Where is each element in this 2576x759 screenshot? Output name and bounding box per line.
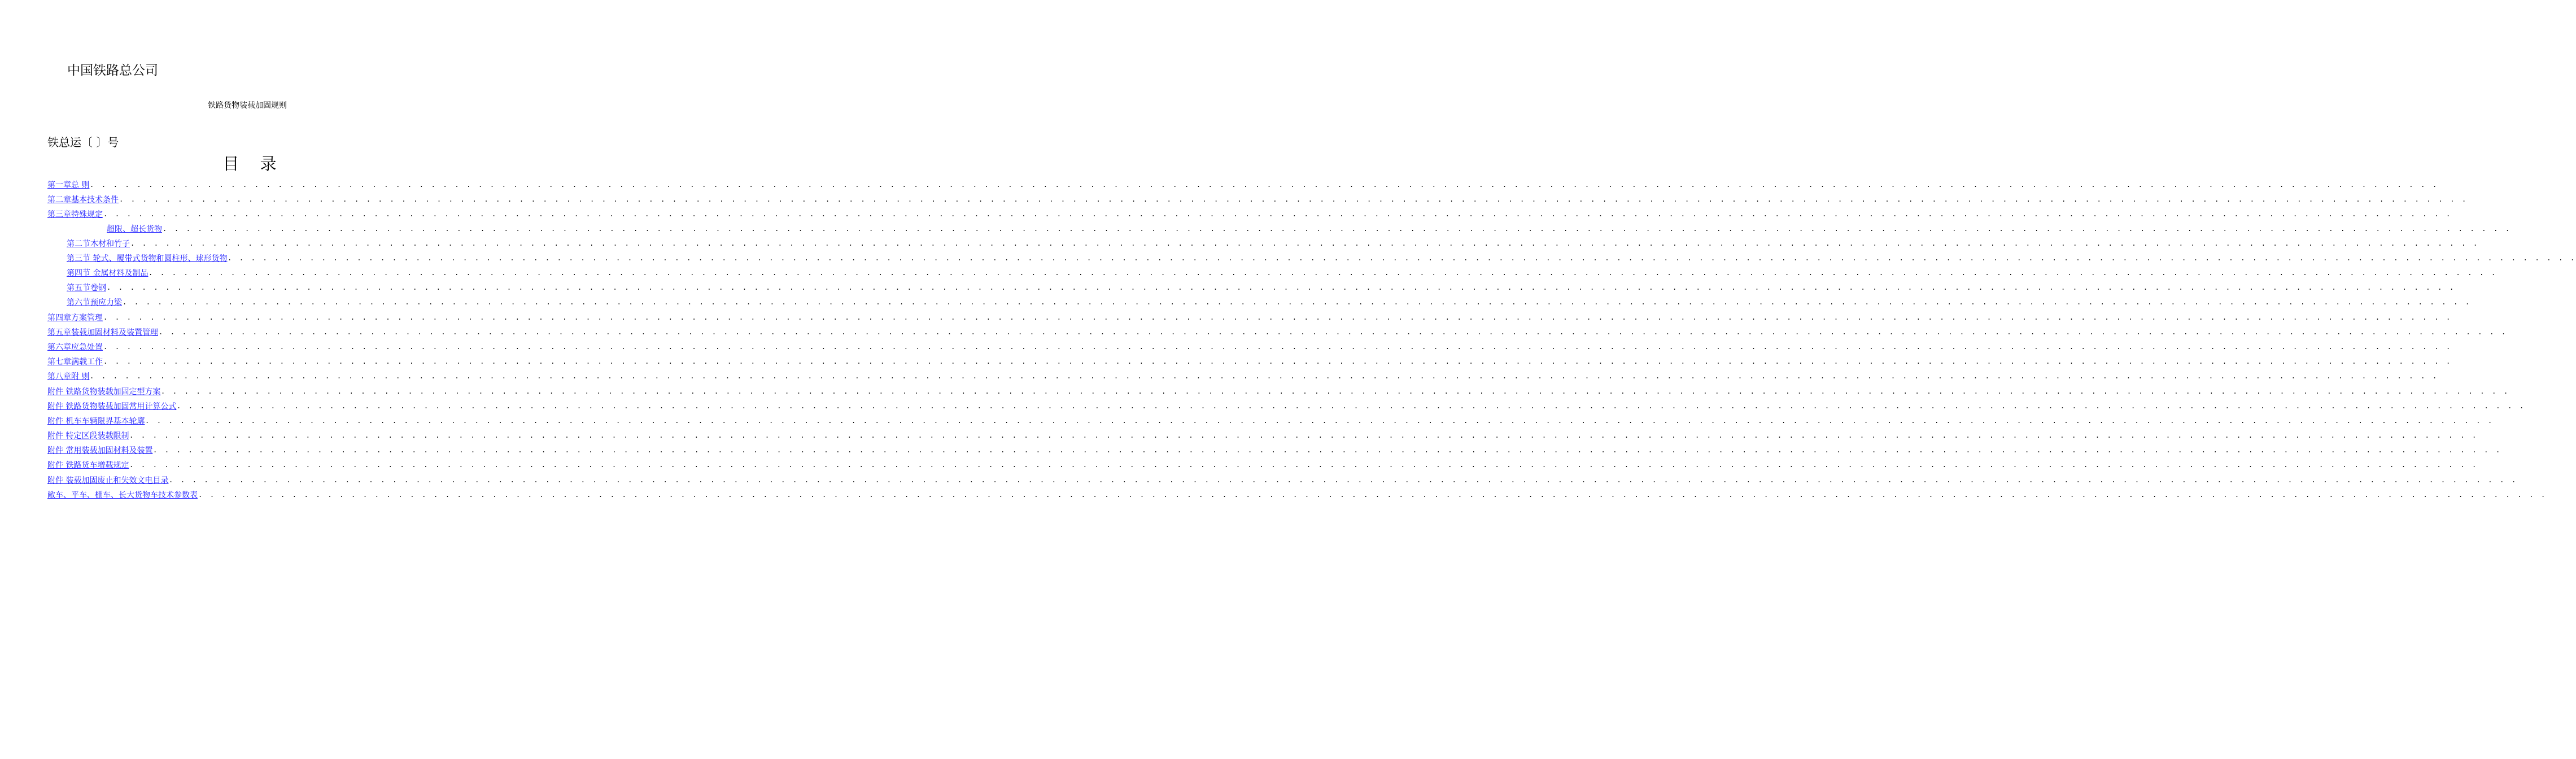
- doc-number: 铁总运〔 〕号: [47, 136, 119, 149]
- toc-dot-leader: . . . . . . . . . . . . . . . . . . . . . . . . . . . . . . . . . . . . . . . . . . . . . . . . . . . . . . . . . . . . . . . . . . . . . . . . . . . . . . . . . . . . . . . . . . . . . . . . . . . . . . . . . . . . . . . . . . . . . . . . . . . . . . . . . . . . . . . . . . . . . . . . . . . . . . . . . . . . . . . . . . . . . . . . . . . . . . . . . . . . . . . . . . . . . . . . . . . . . . . .: [161, 387, 2510, 395]
- toc-entry-link[interactable]: 第一章总 则: [47, 181, 90, 190]
- toc-entry: [0, 356, 2452, 368]
- toc-entry: [0, 282, 2456, 294]
- toc-dot-leader: . . . . . . . . . . . . . . . . . . . . . . . . . . . . . . . . . . . . . . . . . . . . . . . . . . . . . . . . . . . . . . . . . . . . . . . . . . . . . . . . . . . . . . . . . . . . . . . . . . . . . . . . . . . . . . . . . . . . . . . . . . . . . . . . . . . . . . . . . . . . . . . . . . . . . . . . . . . . . . . . . . . . . . . . . . . . . . . . . . . . . . . . . . . . . . . . . . . . . . . .: [169, 476, 2518, 484]
- toc-entry-link[interactable]: 附件 特定区段装载限制: [47, 431, 129, 440]
- toc-entry-link[interactable]: 敞车、平车、棚车、长大货物车技术参数表: [47, 491, 198, 500]
- toc-entry: [0, 430, 2478, 442]
- toc-entry-link[interactable]: 附件 铁路货物装载加固常用计算公式: [47, 402, 177, 411]
- toc-dot-leader: . . . . . . . . . . . . . . . . . . . . . . . . . . . . . . . . . . . . . . . . . . . . . . . . . . . . . . . . . . . . . . . . . . . . . . . . . . . . . . . . . . . . . . . . . . . . . . . . . . . . . . . . . . . . . . . . . . . . . . . . . . . . . . . . . . . . . . . . . . . . . . . . . . . . . . . . . . . . . . . . . . . . . . . . . . . . . . . . . . . . . . . . . . . . . . . . . . . . . . . .: [103, 343, 2452, 351]
- toc-entry: [0, 238, 2479, 250]
- toc-entry-link[interactable]: 第七章满载工作: [47, 357, 103, 367]
- toc-dot-leader: . . . . . . . . . . . . . . . . . . . . . . . . . . . . . . . . . . . . . . . . . . . . . . . . . . . . . . . . . . . . . . . . . . . . . . . . . . . . . . . . . . . . . . . . . . . . . . . . . . . . . . . . . . . . . . . . . . . . . . . . . . . . . . . . . . . . . . . . . . . . . . . . . . . . . . . . . . . . . . . . . . . . . . . . . . . . . . . . . . . . . . . . . . . . . . . . . . . . . . . .: [103, 357, 2452, 365]
- toc-entry: [0, 179, 2439, 191]
- toc-dot-leader: . . . . . . . . . . . . . . . . . . . . . . . . . . . . . . . . . . . . . . . . . . . . . . . . . . . . . . . . . . . . . . . . . . . . . . . . . . . . . . . . . . . . . . . . . . . . . . . . . . . . . . . . . . . . . . . . . . . . . . . . . . . . . . . . . . . . . . . . . . . . . . . . . . . . . . . . . . . . . . . . . . . . . . . . . . . . . . . . . . . . . . . . . . . . . . . . . . . . . . . .: [228, 254, 2576, 262]
- toc-dot-leader: . . . . . . . . . . . . . . . . . . . . . . . . . . . . . . . . . . . . . . . . . . . . . . . . . . . . . . . . . . . . . . . . . . . . . . . . . . . . . . . . . . . . . . . . . . . . . . . . . . . . . . . . . . . . . . . . . . . . . . . . . . . . . . . . . . . . . . . . . . . . . . . . . . . . . . . . . . . . . . . . . . . . . . . . . . . . . . . . . . . . . . . . . . . . . . . . . . . . . . . .: [103, 313, 2452, 321]
- toc-dot-leader: . . . . . . . . . . . . . . . . . . . . . . . . . . . . . . . . . . . . . . . . . . . . . . . . . . . . . . . . . . . . . . . . . . . . . . . . . . . . . . . . . . . . . . . . . . . . . . . . . . . . . . . . . . . . . . . . . . . . . . . . . . . . . . . . . . . . . . . . . . . . . . . . . . . . . . . . . . . . . . . . . . . . . . . . . . . . . . . . . . . . . . . . . . . . . . . . . . . . . . . .: [198, 491, 2547, 499]
- toc-entry: [0, 296, 2472, 309]
- toc-entry-link[interactable]: 第六章应急处置: [47, 343, 103, 352]
- toc-entry-link[interactable]: 第二章基本技术条件: [47, 195, 119, 204]
- toc-dot-leader: . . . . . . . . . . . . . . . . . . . . . . . . . . . . . . . . . . . . . . . . . . . . . . . . . . . . . . . . . . . . . . . . . . . . . . . . . . . . . . . . . . . . . . . . . . . . . . . . . . . . . . . . . . . . . . . . . . . . . . . . . . . . . . . . . . . . . . . . . . . . . . . . . . . . . . . . . . . . . . . . . . . . . . . . . . . . . . . . . . . . . . . . . . . . . . . . . . . . . . . .: [123, 298, 2472, 306]
- org-name: 中国铁路总公司: [67, 63, 158, 78]
- toc-entry: [0, 312, 2452, 324]
- toc-entry: [0, 459, 2478, 472]
- toc-dot-leader: . . . . . . . . . . . . . . . . . . . . . . . . . . . . . . . . . . . . . . . . . . . . . . . . . . . . . . . . . . . . . . . . . . . . . . . . . . . . . . . . . . . . . . . . . . . . . . . . . . . . . . . . . . . . . . . . . . . . . . . . . . . . . . . . . . . . . . . . . . . . . . . . . . . . . . . . . . . . . . . . . . . . . . . . . . . . . . . . . . . . . . . . . . . . . . . . . . . . . . . .: [153, 446, 2502, 454]
- toc-entry-link[interactable]: 第五章装载加固材料及装置管理: [47, 328, 158, 337]
- toc-entry: [0, 474, 2518, 487]
- toc-dot-leader: . . . . . . . . . . . . . . . . . . . . . . . . . . . . . . . . . . . . . . . . . . . . . . . . . . . . . . . . . . . . . . . . . . . . . . . . . . . . . . . . . . . . . . . . . . . . . . . . . . . . . . . . . . . . . . . . . . . . . . . . . . . . . . . . . . . . . . . . . . . . . . . . . . . . . . . . . . . . . . . . . . . . . . . . . . . . . . . . . . . . . . . . . . . . . . . . . . . . . . . .: [129, 461, 2478, 469]
- toc-dot-leader: . . . . . . . . . . . . . . . . . . . . . . . . . . . . . . . . . . . . . . . . . . . . . . . . . . . . . . . . . . . . . . . . . . . . . . . . . . . . . . . . . . . . . . . . . . . . . . . . . . . . . . . . . . . . . . . . . . . . . . . . . . . . . . . . . . . . . . . . . . . . . . . . . . . . . . . . . . . . . . . . . . . . . . . . . . . . . . . . . . . . . . . . . . . . . . . . . . . . . . . .: [119, 195, 2468, 203]
- toc-entry: [0, 444, 2502, 457]
- toc-entry-link[interactable]: 附件 铁路货车增载规定: [47, 461, 129, 470]
- toc-entry-link[interactable]: 第八章附 则: [47, 372, 90, 381]
- toc-heading: 目 录: [222, 154, 285, 173]
- toc-entry-link[interactable]: 第四章方案管理: [47, 313, 103, 322]
- toc-dot-leader: . . . . . . . . . . . . . . . . . . . . . . . . . . . . . . . . . . . . . . . . . . . . . . . . . . . . . . . . . . . . . . . . . . . . . . . . . . . . . . . . . . . . . . . . . . . . . . . . . . . . . . . . . . . . . . . . . . . . . . . . . . . . . . . . . . . . . . . . . . . . . . . . . . . . . . . . . . . . . . . . . . . . . . . . . . . . . . . . . . . . . . . . . . . . . . . . . . . . . . . .: [90, 181, 2439, 189]
- toc-entry-link[interactable]: 第二节木材和竹子: [67, 239, 130, 248]
- toc-entry: [0, 415, 2494, 428]
- toc-entry: [0, 326, 2508, 339]
- toc-entry-link[interactable]: 超限、超长货物: [107, 225, 162, 234]
- toc-entry-link[interactable]: 附件 常用装载加固材料及装置: [47, 446, 153, 455]
- toc-entry: [0, 341, 2452, 354]
- toc-entry: [0, 208, 2452, 221]
- toc-entry-link[interactable]: 附件 装载加固废止和失效文电目录: [47, 476, 169, 485]
- toc-entry: [0, 267, 2498, 280]
- toc-dot-leader: . . . . . . . . . . . . . . . . . . . . . . . . . . . . . . . . . . . . . . . . . . . . . . . . . . . . . . . . . . . . . . . . . . . . . . . . . . . . . . . . . . . . . . . . . . . . . . . . . . . . . . . . . . . . . . . . . . . . . . . . . . . . . . . . . . . . . . . . . . . . . . . . . . . . . . . . . . . . . . . . . . . . . . . . . . . . . . . . . . . . . . . . . . . . . . . . . . . . . . . .: [159, 328, 2508, 336]
- toc-entry: [0, 386, 2510, 398]
- toc-entry-link[interactable]: 第六节预应力梁: [67, 298, 122, 307]
- toc-entry: [0, 252, 2576, 265]
- toc-entry-link[interactable]: 附件 机车车辆限界基本轮廓: [47, 417, 145, 426]
- toc-dot-leader: . . . . . . . . . . . . . . . . . . . . . . . . . . . . . . . . . . . . . . . . . . . . . . . . . . . . . . . . . . . . . . . . . . . . . . . . . . . . . . . . . . . . . . . . . . . . . . . . . . . . . . . . . . . . . . . . . . . . . . . . . . . . . . . . . . . . . . . . . . . . . . . . . . . . . . . . . . . . . . . . . . . . . . . . . . . . . . . . . . . . . . . . . . . . . . . . . . . . . . . .: [145, 417, 2494, 425]
- toc-entry-link[interactable]: 第四节 金属材料及制品: [67, 269, 149, 278]
- toc-entry-link[interactable]: 第五节卷钢: [67, 283, 106, 293]
- toc-dot-leader: . . . . . . . . . . . . . . . . . . . . . . . . . . . . . . . . . . . . . . . . . . . . . . . . . . . . . . . . . . . . . . . . . . . . . . . . . . . . . . . . . . . . . . . . . . . . . . . . . . . . . . . . . . . . . . . . . . . . . . . . . . . . . . . . . . . . . . . . . . . . . . . . . . . . . . . . . . . . . . . . . . . . . . . . . . . . . . . . . . . . . . . . . . . . . . . . . . . . . . . .: [103, 210, 2452, 218]
- toc-entry-link[interactable]: 附件 铁路货物装载加固定型方案: [47, 387, 161, 396]
- toc-entry: [0, 194, 2468, 206]
- toc-dot-leader: . . . . . . . . . . . . . . . . . . . . . . . . . . . . . . . . . . . . . . . . . . . . . . . . . . . . . . . . . . . . . . . . . . . . . . . . . . . . . . . . . . . . . . . . . . . . . . . . . . . . . . . . . . . . . . . . . . . . . . . . . . . . . . . . . . . . . . . . . . . . . . . . . . . . . . . . . . . . . . . . . . . . . . . . . . . . . . . . . . . . . . . . . . . . . . . . . . . . . . . .: [90, 372, 2439, 380]
- toc-dot-leader: . . . . . . . . . . . . . . . . . . . . . . . . . . . . . . . . . . . . . . . . . . . . . . . . . . . . . . . . . . . . . . . . . . . . . . . . . . . . . . . . . . . . . . . . . . . . . . . . . . . . . . . . . . . . . . . . . . . . . . . . . . . . . . . . . . . . . . . . . . . . . . . . . . . . . . . . . . . . . . . . . . . . . . . . . . . . . . . . . . . . . . . . . . . . . . . . . . . . . . . .: [129, 431, 2478, 439]
- toc-entry: [0, 223, 2512, 235]
- toc-dot-leader: . . . . . . . . . . . . . . . . . . . . . . . . . . . . . . . . . . . . . . . . . . . . . . . . . . . . . . . . . . . . . . . . . . . . . . . . . . . . . . . . . . . . . . . . . . . . . . . . . . . . . . . . . . . . . . . . . . . . . . . . . . . . . . . . . . . . . . . . . . . . . . . . . . . . . . . . . . . . . . . . . . . . . . . . . . . . . . . . . . . . . . . . . . . . . . . . . . . . . . . .: [149, 269, 2498, 277]
- toc-entry: [0, 489, 2547, 501]
- toc-dot-leader: . . . . . . . . . . . . . . . . . . . . . . . . . . . . . . . . . . . . . . . . . . . . . . . . . . . . . . . . . . . . . . . . . . . . . . . . . . . . . . . . . . . . . . . . . . . . . . . . . . . . . . . . . . . . . . . . . . . . . . . . . . . . . . . . . . . . . . . . . . . . . . . . . . . . . . . . . . . . . . . . . . . . . . . . . . . . . . . . . . . . . . . . . . . . . . . . . . . . . . . .: [163, 225, 2512, 233]
- toc-dot-leader: . . . . . . . . . . . . . . . . . . . . . . . . . . . . . . . . . . . . . . . . . . . . . . . . . . . . . . . . . . . . . . . . . . . . . . . . . . . . . . . . . . . . . . . . . . . . . . . . . . . . . . . . . . . . . . . . . . . . . . . . . . . . . . . . . . . . . . . . . . . . . . . . . . . . . . . . . . . . . . . . . . . . . . . . . . . . . . . . . . . . . . . . . . . . . . . . . . . . . . . .: [177, 402, 2526, 410]
- toc-entry-link[interactable]: 第三节 轮式、履带式货物和圆柱形、球形货物: [67, 254, 228, 263]
- toc-dot-leader: . . . . . . . . . . . . . . . . . . . . . . . . . . . . . . . . . . . . . . . . . . . . . . . . . . . . . . . . . . . . . . . . . . . . . . . . . . . . . . . . . . . . . . . . . . . . . . . . . . . . . . . . . . . . . . . . . . . . . . . . . . . . . . . . . . . . . . . . . . . . . . . . . . . . . . . . . . . . . . . . . . . . . . . . . . . . . . . . . . . . . . . . . . . . . . . . . . . . . . . .: [130, 239, 2479, 247]
- toc-entry: [0, 400, 2526, 413]
- toc-entry: [0, 370, 2439, 383]
- doc-title: 铁路货物装载加固规则: [208, 101, 287, 110]
- toc-entry-link[interactable]: 第三章特殊规定: [47, 210, 103, 219]
- toc-dot-leader: . . . . . . . . . . . . . . . . . . . . . . . . . . . . . . . . . . . . . . . . . . . . . . . . . . . . . . . . . . . . . . . . . . . . . . . . . . . . . . . . . . . . . . . . . . . . . . . . . . . . . . . . . . . . . . . . . . . . . . . . . . . . . . . . . . . . . . . . . . . . . . . . . . . . . . . . . . . . . . . . . . . . . . . . . . . . . . . . . . . . . . . . . . . . . . . . . . . . . . . .: [107, 283, 2456, 291]
